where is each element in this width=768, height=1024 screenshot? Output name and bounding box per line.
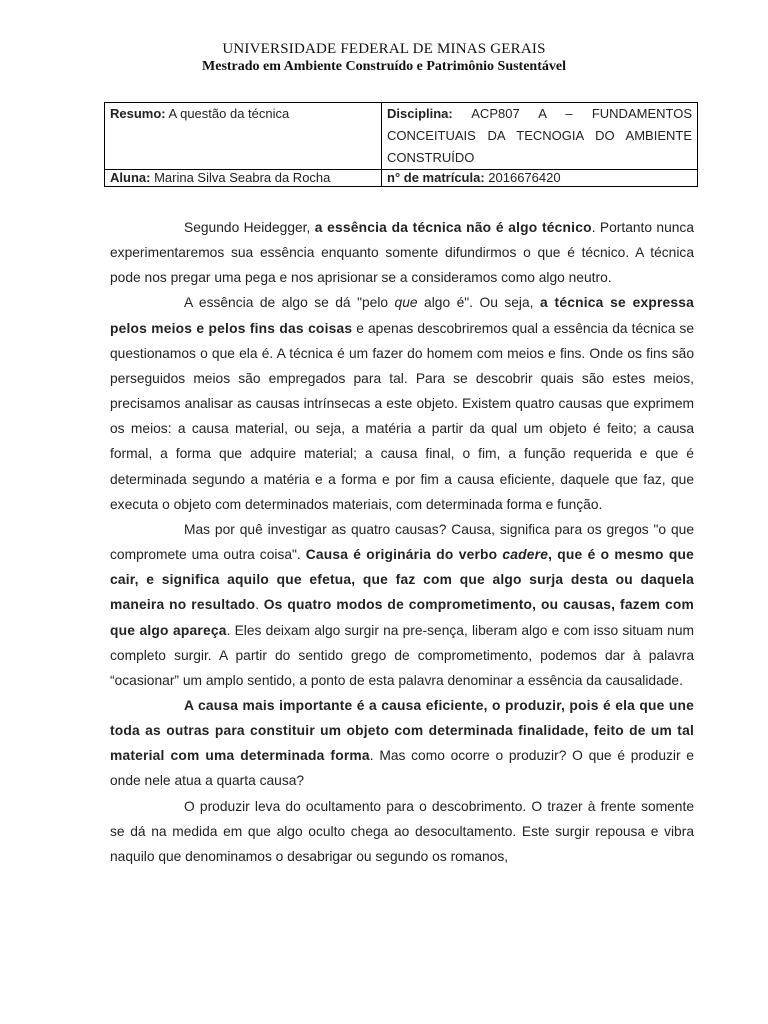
aluna-value: Marina Silva Seabra da Rocha (150, 170, 331, 185)
program-name: Mestrado em Ambiente Construído e Patrimônio Sustentável (202, 59, 566, 74)
resumo-cell (105, 103, 382, 170)
p4-text: . Mas como ocorre o produzir? O que é produzir e onde nele atua a quarta causa? (110, 748, 694, 789)
p2-text: A essência de algo se dá "pelo (184, 295, 395, 311)
aluna-label: Aluna: (110, 170, 151, 185)
disciplina-label: Disciplina: (387, 106, 453, 121)
matricula-cell (382, 170, 698, 187)
paragraph-5: O produzir leva do ocultamento para o descobrimento. O trazer à frente somente se dá na medida em que algo oculto chega ao desocultamento. Este surgir repousa e vibra naquilo que denominamos o desabrigar ou segundo os romanos, (110, 798, 694, 864)
resumo-label: Resumo: (110, 106, 166, 121)
essay-body (110, 215, 694, 869)
p3-text-2: . (255, 597, 264, 613)
p3-text-3: . Eles deixam algo surgir na pre-sença, liberam algo e com isso situam num completo surgir. A partir do sentido grego de comprometimento, podemos dar à palavra “ocasionar” um amplo sentido, a ponto de esta palavra denominar a essência da causalidade. (110, 622, 694, 688)
paragraph-1 (110, 215, 694, 290)
p3-bold: Causa é originária do verbo (305, 547, 503, 563)
p4-bold: A causa mais importante é a causa eficiente, o produzir, pois é ela que une toda as outras para constituir um objeto com determinada finalidade, feito de um tal material com uma determinada forma (110, 697, 694, 764)
disciplina-cell (382, 103, 698, 170)
p2-text-2: algo é". Ou seja, (417, 295, 540, 311)
p1-text-2: . Portanto nunca experimentaremos sua essência enquanto somente difundirmos o que é técnico. A técnica pode nos pregar uma pega e nos aprisionar se a consideramos como algo neutro. (110, 220, 694, 286)
p3-text: Mas por quê investigar as quatro causas? Causa, significa para os gregos "o que compromete uma outra coisa". (110, 521, 694, 563)
paragraph-4 (110, 693, 694, 794)
university-name: UNIVERSIDADE FEDERAL DE MINAS GERAIS (222, 41, 546, 57)
paragraph-2 (110, 290, 694, 516)
info-table (104, 102, 698, 187)
p2-italic: que (394, 295, 418, 311)
p2-bold: a técnica se expressa pelos meios e pelos fins das coisas (110, 295, 695, 336)
p2-text-3: e apenas descobriremos qual a essência da técnica se questionamos o que ela é. A técnica é um fazer do homem com meios e fins. Onde os fins são perseguidos meios são empregados para tal. Para se descobrir quais são estes meios, precisamos analisar as causas intrínsecas a este objeto. Existem quatro causas que exprimem os meios: a causa material, ou seja, a matéria a partir da qual um objeto é feito; a causa formal, a forma que adquire material; a causa final, o fim, a função requerida e que é determinada segundo a matéria e a forma e por fim a causa eficiente, daquele que faz, que executa o objeto com determinados materiais, com determinada forma e função. (110, 320, 694, 512)
matricula-value: 2016676420 (484, 170, 561, 185)
aluna-cell (105, 170, 382, 187)
disciplina-value: ACP807 A – FUNDAMENTOS CONCEITUAIS DA TECNOGIA DO AMBIENTE CONSTRUÍDO (387, 106, 692, 165)
p1-bold: a essência da técnica não é algo técnico (314, 220, 592, 235)
p3-bold-2: , que é o mesmo que cair, e significa aquilo que efetua, que faz com que algo surja desta ou daquela maneira no resultado (110, 547, 694, 613)
p3-bold-3: Os quatro modos de comprometimento, ou causas, fazem com que algo apareça (110, 597, 694, 638)
paragraph-3 (110, 517, 694, 693)
p3-bold-italic: cadere (502, 547, 549, 563)
p1-text: Segundo Heidegger, (184, 220, 315, 235)
resumo-value: A questão da técnica (165, 106, 290, 121)
matricula-label: n° de matrícula: (387, 170, 485, 185)
